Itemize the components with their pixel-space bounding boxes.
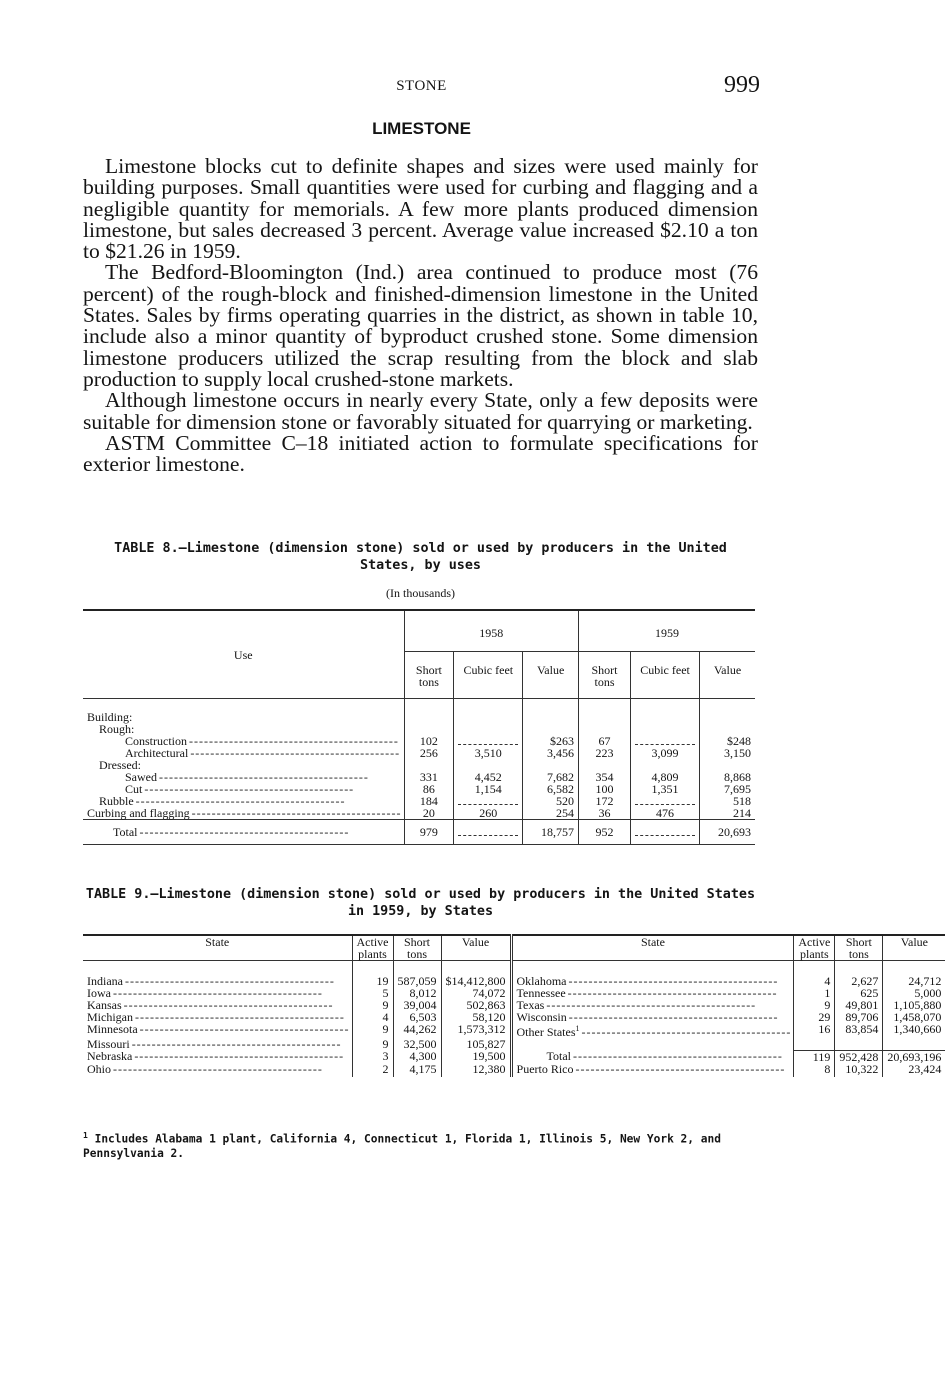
- cell: 260: [454, 807, 523, 820]
- cell: 18,757: [523, 820, 579, 845]
- cell: 214: [700, 807, 755, 820]
- cell: 476: [631, 807, 700, 820]
- table8-year-header-row: [83, 610, 755, 652]
- table9-row: [83, 1063, 945, 1077]
- table9-col-active-plants: Active plants: [794, 935, 835, 961]
- paragraph: The Bedford-Bloomington (Ind.) area continued to produce most (76 percent) of the rough-block and finished-dimension limestone in the United States. Sales by firms operating quarries in the district, as shown in table 10, include also a minor quantity of byproduct crushed stone. Some dimension limestone producers utilized the scrap resulting from the block and slab production to supply local crushed-stone markets.: [83, 260, 758, 391]
- cell: 19,500: [441, 1050, 511, 1063]
- cell: 354: [578, 771, 630, 783]
- table8-col-short-tons: Short tons: [404, 652, 454, 699]
- row-label: Architectural - - -: [83, 747, 404, 759]
- state-cell: [83, 1063, 352, 1077]
- cell: 16: [794, 1023, 835, 1038]
- cell: 19: [352, 961, 393, 988]
- cell: 4,452: [454, 771, 523, 783]
- cell: 4: [794, 961, 835, 988]
- cell: 9: [352, 999, 393, 1011]
- state-name: Total: [546, 1049, 572, 1063]
- state-name: Indiana: [87, 974, 123, 988]
- state-name: Ohio: [87, 1061, 111, 1076]
- state-name: Wisconsin: [516, 1010, 567, 1024]
- cell: 1: [794, 987, 835, 999]
- table8-row: [83, 747, 755, 759]
- footnote-marker: 1: [83, 1131, 88, 1140]
- table9-col-value: Value: [441, 935, 511, 961]
- cell: $14,412,800: [441, 961, 511, 988]
- cell: 6,582: [523, 783, 579, 795]
- table9-row: [83, 961, 945, 988]
- table8-units: (In thousands): [386, 586, 455, 600]
- cell: 952,428: [835, 1050, 883, 1063]
- row-label: Total - - -: [83, 820, 404, 845]
- state-cell: [511, 961, 794, 988]
- cell-empty: [454, 820, 523, 845]
- cell: 89,706: [835, 1011, 883, 1023]
- state-cell: [511, 1063, 794, 1077]
- state-name: Texas: [516, 998, 545, 1012]
- cell: 8: [794, 1063, 835, 1077]
- row-label: Curbing and flagging - - -: [83, 807, 404, 820]
- cell: 184: [404, 795, 454, 807]
- footnote: [83, 1129, 758, 1161]
- cell: 8,868: [700, 771, 755, 783]
- state-name: Kansas: [87, 998, 122, 1012]
- cell: 3,456: [523, 747, 579, 759]
- row-label: Dressed:: [99, 758, 141, 772]
- cell: 3,150: [700, 747, 755, 759]
- footnote-ref: 1: [575, 1024, 580, 1033]
- table8-col-cubic-feet: Cubic feet: [454, 652, 523, 699]
- cell: 256: [404, 747, 454, 759]
- cell: 49,801: [835, 999, 883, 1011]
- row-label: Rubble - - -: [83, 795, 404, 807]
- cell: 223: [578, 747, 630, 759]
- row-label: Sawed - - -: [83, 771, 404, 783]
- state-name: Minnesota: [87, 1022, 138, 1036]
- table8-col-value: Value: [523, 652, 579, 699]
- cell: 952: [578, 820, 630, 845]
- table8-col-value: Value: [700, 652, 755, 699]
- cell: 100: [578, 783, 630, 795]
- cell: 1,340,660: [883, 1023, 945, 1038]
- table8: [83, 609, 755, 845]
- cell: 587,059: [393, 961, 441, 988]
- paragraph: Limestone blocks cut to definite shapes and sizes were used mainly for building purposes. Small quantities were used for curbing and flagging and a negligible quantity for memorials. A few more plants produced dimension limestone, but sales decreased 3 percent. Average value increased $2.10 a ton to $21.26 in 1959.: [83, 154, 758, 264]
- cell-empty: [631, 820, 700, 845]
- cell: 1,105,880: [883, 999, 945, 1011]
- cell: 44,262: [393, 1023, 441, 1038]
- cell: $263: [523, 735, 579, 747]
- cell: 32,500: [393, 1038, 441, 1050]
- cell: $248: [700, 735, 755, 747]
- table8-year-1958: 1958: [404, 610, 578, 652]
- cell: 4,809: [631, 771, 700, 783]
- cell: 29: [794, 1011, 835, 1023]
- cell: 6,503: [393, 1011, 441, 1023]
- cell: 331: [404, 771, 454, 783]
- table8-col-cubic-feet: Cubic feet: [631, 652, 700, 699]
- state-name: Nebraska: [87, 1049, 133, 1063]
- cell: 86: [404, 783, 454, 795]
- state-cell: [83, 1023, 352, 1038]
- table9-col-state: State: [83, 935, 352, 961]
- cell: 1,154: [454, 783, 523, 795]
- state-name: Michigan: [87, 1010, 133, 1024]
- table9-col-short-tons: Short tons: [393, 935, 441, 961]
- cell: 8,012: [393, 987, 441, 999]
- cell: 9: [352, 1038, 393, 1050]
- cell: 1,351: [631, 783, 700, 795]
- cell: 7,682: [523, 771, 579, 783]
- table8-col-short-tons: Short tons: [578, 652, 630, 699]
- table8-year-1959: 1959: [578, 610, 755, 652]
- page-number: 999: [724, 72, 760, 98]
- cell: 1,573,312: [441, 1023, 511, 1038]
- state-name: Puerto Rico: [516, 1061, 574, 1076]
- cell: 5: [352, 987, 393, 999]
- table9-col-state: State: [511, 935, 794, 961]
- cell: 105,827: [441, 1038, 511, 1050]
- state-name: Tennessee: [516, 986, 566, 1000]
- cell: 10,322: [835, 1063, 883, 1077]
- cell: 67: [578, 735, 630, 747]
- cell: 20: [404, 807, 454, 820]
- cell: 9: [352, 1023, 393, 1038]
- table8-row: [83, 807, 755, 820]
- cell: 83,854: [835, 1023, 883, 1038]
- cell: 625: [835, 987, 883, 999]
- running-head: [83, 72, 760, 102]
- state-cell: [511, 1023, 794, 1038]
- cell: 2: [352, 1063, 393, 1077]
- cell: 2,627: [835, 961, 883, 988]
- cell: 74,072: [441, 987, 511, 999]
- cell: 12,380: [441, 1063, 511, 1077]
- table9-row: [83, 1023, 945, 1038]
- state-name: Missouri: [87, 1037, 130, 1051]
- cell: 20,693,196: [883, 1050, 945, 1063]
- cell: 520: [523, 795, 579, 807]
- cell: 23,424: [883, 1063, 945, 1077]
- row-label: Building:: [87, 710, 133, 724]
- row-label: Construction - - -: [83, 735, 404, 747]
- table8-total-row: [83, 820, 755, 845]
- table8-row: [83, 711, 755, 723]
- state-cell: [83, 961, 352, 988]
- cell: 502,863: [441, 999, 511, 1011]
- state-cell: [511, 1011, 794, 1023]
- cell: 979: [404, 820, 454, 845]
- row-label: Cut - - -: [83, 783, 404, 795]
- cell: 254: [523, 807, 579, 820]
- cell: [835, 1038, 883, 1050]
- body-text: [83, 156, 758, 475]
- cell: 119: [794, 1050, 835, 1063]
- table9-caption: TABLE 9.—Limestone (dimension stone) sold or used by producers in the United States in 1959, by States: [85, 887, 756, 919]
- row-label: Rough:: [99, 722, 135, 736]
- state-name: Other States: [516, 1025, 576, 1039]
- cell: [794, 1038, 835, 1050]
- cell: 102: [404, 735, 454, 747]
- table9-col-value: Value: [883, 935, 945, 961]
- cell: 1,458,070: [883, 1011, 945, 1023]
- footnote-text: Includes Alabama 1 plant, California 4, Connecticut 1, Florida 1, Illinois 5, New York 2, and Pennsylvania 2.: [83, 1132, 721, 1160]
- cell: 9: [794, 999, 835, 1011]
- cell: 3: [352, 1050, 393, 1063]
- cell: 58,120: [441, 1011, 511, 1023]
- cell: 20,693: [700, 820, 755, 845]
- table8-caption: TABLE 8.—Limestone (dimension stone) sold or used by producers in the United States, by uses: [114, 541, 727, 573]
- cell: 518: [700, 795, 755, 807]
- paragraph: ASTM Committee C–18 initiated action to formulate specifications for exterior limestone.: [83, 430, 758, 477]
- table8-spacer: [83, 699, 755, 712]
- cell: 39,004: [393, 999, 441, 1011]
- cell: 4,300: [393, 1050, 441, 1063]
- table9: [83, 934, 945, 1077]
- cell: 5,000: [883, 987, 945, 999]
- cell: 3,099: [631, 747, 700, 759]
- cell: 3,510: [454, 747, 523, 759]
- cell: 4: [352, 1011, 393, 1023]
- cell: 24,712: [883, 961, 945, 988]
- state-name: Oklahoma: [516, 974, 567, 988]
- section-title: LIMESTONE: [372, 119, 471, 138]
- cell: 7,695: [700, 783, 755, 795]
- table9-col-short-tons: Short tons: [835, 935, 883, 961]
- cell: [883, 1038, 945, 1050]
- table8-use-header: Use: [83, 610, 404, 699]
- cell: 4,175: [393, 1063, 441, 1077]
- table9-header-row: [83, 935, 945, 961]
- table9-col-active-plants: Active plants: [352, 935, 393, 961]
- paragraph: Although limestone occurs in nearly every State, only a few deposits were suitable for dimension stone or favorably situated for quarrying or marketing.: [83, 388, 758, 434]
- cell: 36: [578, 807, 630, 820]
- cell: 172: [578, 795, 630, 807]
- running-title: STONE: [396, 78, 447, 94]
- state-name: Iowa: [87, 986, 111, 1000]
